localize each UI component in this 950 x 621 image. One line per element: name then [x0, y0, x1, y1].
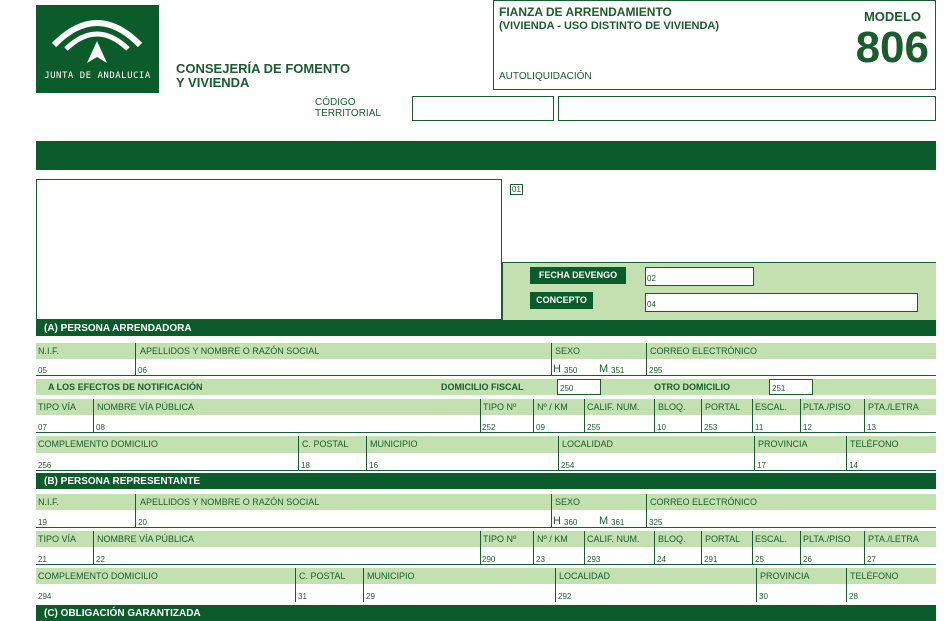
a-escal-label: ESCAL.	[755, 402, 788, 412]
a-row3-inputs	[36, 453, 936, 470]
b-field-291[interactable]: 291	[704, 555, 718, 564]
b-divider	[533, 531, 534, 564]
a-divider	[558, 436, 559, 470]
a-field-250: 250	[560, 384, 574, 393]
b-field-31[interactable]: 31	[298, 592, 307, 601]
autoliquidacion-label: AUTOLIQUIDACIÓN	[499, 71, 592, 82]
codigo-territorial-field-1[interactable]	[412, 96, 554, 121]
a-notif-label: A LOS EFECTOS DE NOTIFICACIÓN	[48, 382, 203, 392]
logo-text: JUNTA DE ANDALUCIA	[44, 71, 151, 81]
a-field-13[interactable]: 13	[867, 423, 876, 432]
a-califnum-label: CALIF. NUM.	[587, 402, 640, 412]
b-field-29[interactable]: 29	[366, 592, 375, 601]
a-h-label: H	[553, 363, 561, 375]
b-field-294[interactable]: 294	[38, 592, 52, 601]
a-divider	[864, 399, 865, 432]
a-divider	[654, 399, 655, 432]
form-title: FIANZA DE ARRENDAMIENTO	[499, 5, 672, 19]
a-plta-label: PLTA./PISO	[803, 402, 851, 412]
b-apellidos-label: APELLIDOS Y NOMBRE O RAZÓN SOCIAL	[140, 497, 320, 507]
b-nif-label: N.I.F.	[38, 497, 60, 507]
fecha-devengo-text: FECHA DEVENGO	[538, 270, 618, 280]
a-complemento-label: COMPLEMENTO DOMICILIO	[38, 439, 158, 449]
a-rowline	[36, 470, 936, 471]
junta-emblem-icon	[36, 5, 159, 75]
a-divider	[298, 436, 299, 470]
b-complemento-label: COMPLEMENTO DOMICILIO	[38, 571, 158, 581]
codigo-territorial-field-2[interactable]	[558, 96, 936, 121]
b-cpostal-label: C. POSTAL	[299, 571, 346, 581]
a-divider	[551, 343, 552, 375]
b-divider	[701, 531, 702, 564]
a-field-10[interactable]: 10	[657, 423, 666, 432]
a-provincia-label: PROVINCIA	[758, 439, 808, 449]
b-field-25[interactable]: 25	[755, 555, 764, 564]
a-divider	[93, 399, 94, 432]
b-plta-label: PLTA./PISO	[803, 534, 851, 544]
a-divider	[135, 343, 136, 375]
textarea-01[interactable]	[36, 179, 502, 320]
section-b-title: (B) PERSONA REPRESENTANTE	[44, 476, 201, 487]
a-field-16[interactable]: 16	[369, 461, 378, 470]
b-field-290[interactable]: 290	[482, 555, 496, 564]
a-divider	[366, 436, 367, 470]
a-divider	[800, 399, 801, 432]
fecha-devengo-label	[530, 267, 626, 284]
b-divider	[555, 568, 556, 602]
b-escal-label: ESCAL.	[755, 534, 788, 544]
a-field-14[interactable]: 14	[849, 461, 858, 470]
a-field-251: 251	[772, 384, 786, 393]
codigo-line2: TERRITORIAL	[315, 108, 381, 119]
section-c-header	[36, 605, 936, 621]
b-tipon-label: TIPO Nº	[483, 534, 517, 544]
b-field-293[interactable]: 293	[587, 555, 601, 564]
a-localidad-label: LOCALIDAD	[562, 439, 614, 449]
section-b-header	[36, 473, 936, 489]
concepto-label	[530, 292, 593, 309]
b-tipovia-label: TIPO VÍA	[38, 534, 77, 544]
a-tipovia-label: TIPO VÍA	[38, 402, 77, 412]
a-rowline	[36, 432, 936, 433]
field-01-number: 01	[512, 185, 521, 194]
b-m-label: M	[599, 515, 609, 527]
a-cpostal-label: C. POSTAL	[302, 439, 349, 449]
a-nombrevia-label: NOMBRE VÍA PÚBLICA	[97, 402, 195, 412]
field-04-number: 04	[647, 300, 656, 309]
b-field-361[interactable]: 361	[611, 518, 625, 527]
b-divider	[864, 531, 865, 564]
b-field-30[interactable]: 30	[759, 592, 768, 601]
b-divider	[295, 568, 296, 602]
a-field-05[interactable]: 05	[38, 366, 47, 375]
a-nif-label: N.I.F.	[38, 346, 60, 356]
codigo-territorial-label	[315, 97, 381, 119]
b-portal-label: PORTAL	[705, 534, 741, 544]
b-field-292[interactable]: 292	[558, 592, 572, 601]
title-box	[493, 0, 936, 90]
b-localidad-label: LOCALIDAD	[559, 571, 611, 581]
a-field-12[interactable]: 12	[803, 423, 812, 432]
a-field-18[interactable]: 18	[301, 461, 310, 470]
a-field-256[interactable]: 256	[38, 461, 52, 470]
a-apellidos-label: APELLIDOS Y NOMBRE O RAZÓN SOCIAL	[140, 346, 320, 356]
modelo-label: MODELO	[863, 9, 921, 24]
b-field-21[interactable]: 21	[38, 555, 47, 564]
a-portal-label: PORTAL	[705, 402, 741, 412]
b-field-27[interactable]: 27	[867, 555, 876, 564]
b-field-23[interactable]: 23	[536, 555, 545, 564]
a-otrodom-label: OTRO DOMICILIO	[654, 382, 730, 392]
section-c-title: (C) OBLIGACIÓN GARANTIZADA	[44, 608, 201, 619]
a-field-295[interactable]: 295	[649, 366, 663, 375]
a-rowline	[36, 375, 936, 376]
a-field-253[interactable]: 253	[704, 423, 718, 432]
b-divider	[363, 568, 364, 602]
a-field-09[interactable]: 09	[536, 423, 545, 432]
b-nombrevia-label: NOMBRE VÍA PÚBLICA	[97, 534, 195, 544]
b-nkm-label: Nº / KM	[537, 534, 568, 544]
b-divider	[584, 531, 585, 564]
b-divider	[646, 494, 647, 527]
b-divider	[551, 494, 552, 527]
form-subtitle: (VIVIENDA - USO DISTINTO DE VIVIENDA)	[499, 20, 720, 32]
b-field-19[interactable]: 19	[38, 518, 47, 527]
b-divider	[846, 568, 847, 602]
consejeria-line2: Y VIVIENDA	[176, 75, 250, 90]
b-provincia-label: PROVINCIA	[760, 571, 810, 581]
b-divider	[752, 531, 753, 564]
a-municipio-label: MUNICIPIO	[370, 439, 418, 449]
a-field-06[interactable]: 06	[138, 366, 147, 375]
a-telefono-label: TELÉFONO	[850, 439, 899, 449]
section-a-header	[36, 320, 936, 336]
section-a-title: (A) PERSONA ARRENDADORA	[44, 323, 192, 334]
a-divider	[752, 399, 753, 432]
b-municipio-label: MUNICIPIO	[367, 571, 415, 581]
a-divider	[533, 399, 534, 432]
a-divider	[754, 436, 755, 470]
a-divider	[584, 399, 585, 432]
a-row1-inputs	[36, 359, 936, 375]
b-field-24[interactable]: 24	[657, 555, 666, 564]
codigo-line1: CÓDIGO	[315, 97, 356, 108]
b-divider	[654, 531, 655, 564]
a-divider	[701, 399, 702, 432]
concepto-text: CONCEPTO	[536, 295, 587, 305]
fecha-devengo-field[interactable]	[645, 267, 754, 286]
b-row1-inputs	[36, 510, 936, 527]
modelo-number: 806	[855, 23, 929, 72]
b-field-360[interactable]: 360	[564, 518, 578, 527]
a-field-07[interactable]: 07	[38, 423, 47, 432]
a-field-17[interactable]: 17	[757, 461, 766, 470]
a-sexo-label: SEXO	[555, 346, 581, 356]
a-divider	[646, 343, 647, 375]
a-correo-label: CORREO ELECTRÓNICO	[650, 346, 758, 356]
b-divider	[800, 531, 801, 564]
consejeria-line1: CONSEJERÍA DE FOMENTO	[176, 61, 351, 76]
consejeria-name	[176, 62, 350, 90]
b-bloq-label: BLOQ.	[658, 534, 686, 544]
b-field-22[interactable]: 22	[96, 555, 105, 564]
a-nkm-label: Nº / KM	[537, 402, 568, 412]
a-field-350[interactable]: 350	[564, 366, 578, 375]
b-divider	[135, 494, 136, 527]
b-field-20[interactable]: 20	[138, 518, 147, 527]
a-divider	[846, 436, 847, 470]
b-field-26[interactable]: 26	[803, 555, 812, 564]
b-rowline	[36, 564, 936, 565]
b-field-325[interactable]: 325	[649, 518, 663, 527]
a-field-08[interactable]: 08	[96, 423, 105, 432]
a-field-254[interactable]: 254	[561, 461, 575, 470]
b-divider	[756, 568, 757, 602]
field-02-number: 02	[647, 274, 656, 283]
b-telefono-label: TELÉFONO	[850, 571, 899, 581]
a-field-255[interactable]: 255	[587, 423, 601, 432]
header-band	[36, 141, 936, 170]
b-sexo-label: SEXO	[555, 497, 581, 507]
a-field-11[interactable]: 11	[755, 423, 764, 432]
b-field-28[interactable]: 28	[849, 592, 858, 601]
a-pta-label: PTA./LETRA	[868, 402, 919, 412]
a-field-351[interactable]: 351	[611, 366, 625, 375]
a-m-label: M	[599, 363, 609, 375]
b-h-label: H	[553, 515, 561, 527]
a-domfiscal-label: DOMICILIO FISCAL	[441, 382, 524, 392]
b-correo-label: CORREO ELECTRÓNICO	[650, 497, 758, 507]
a-field-252[interactable]: 252	[482, 423, 496, 432]
b-rowline	[36, 527, 936, 528]
b-divider	[93, 531, 94, 564]
b-row3-inputs	[36, 584, 936, 602]
b-pta-label: PTA./LETRA	[868, 534, 919, 544]
b-califnum-label: CALIF. NUM.	[587, 534, 640, 544]
a-tipon-label: TIPO Nº	[483, 402, 517, 412]
a-bloq-label: BLOQ.	[658, 402, 686, 412]
junta-logo	[36, 5, 159, 93]
concepto-field[interactable]	[645, 293, 918, 312]
